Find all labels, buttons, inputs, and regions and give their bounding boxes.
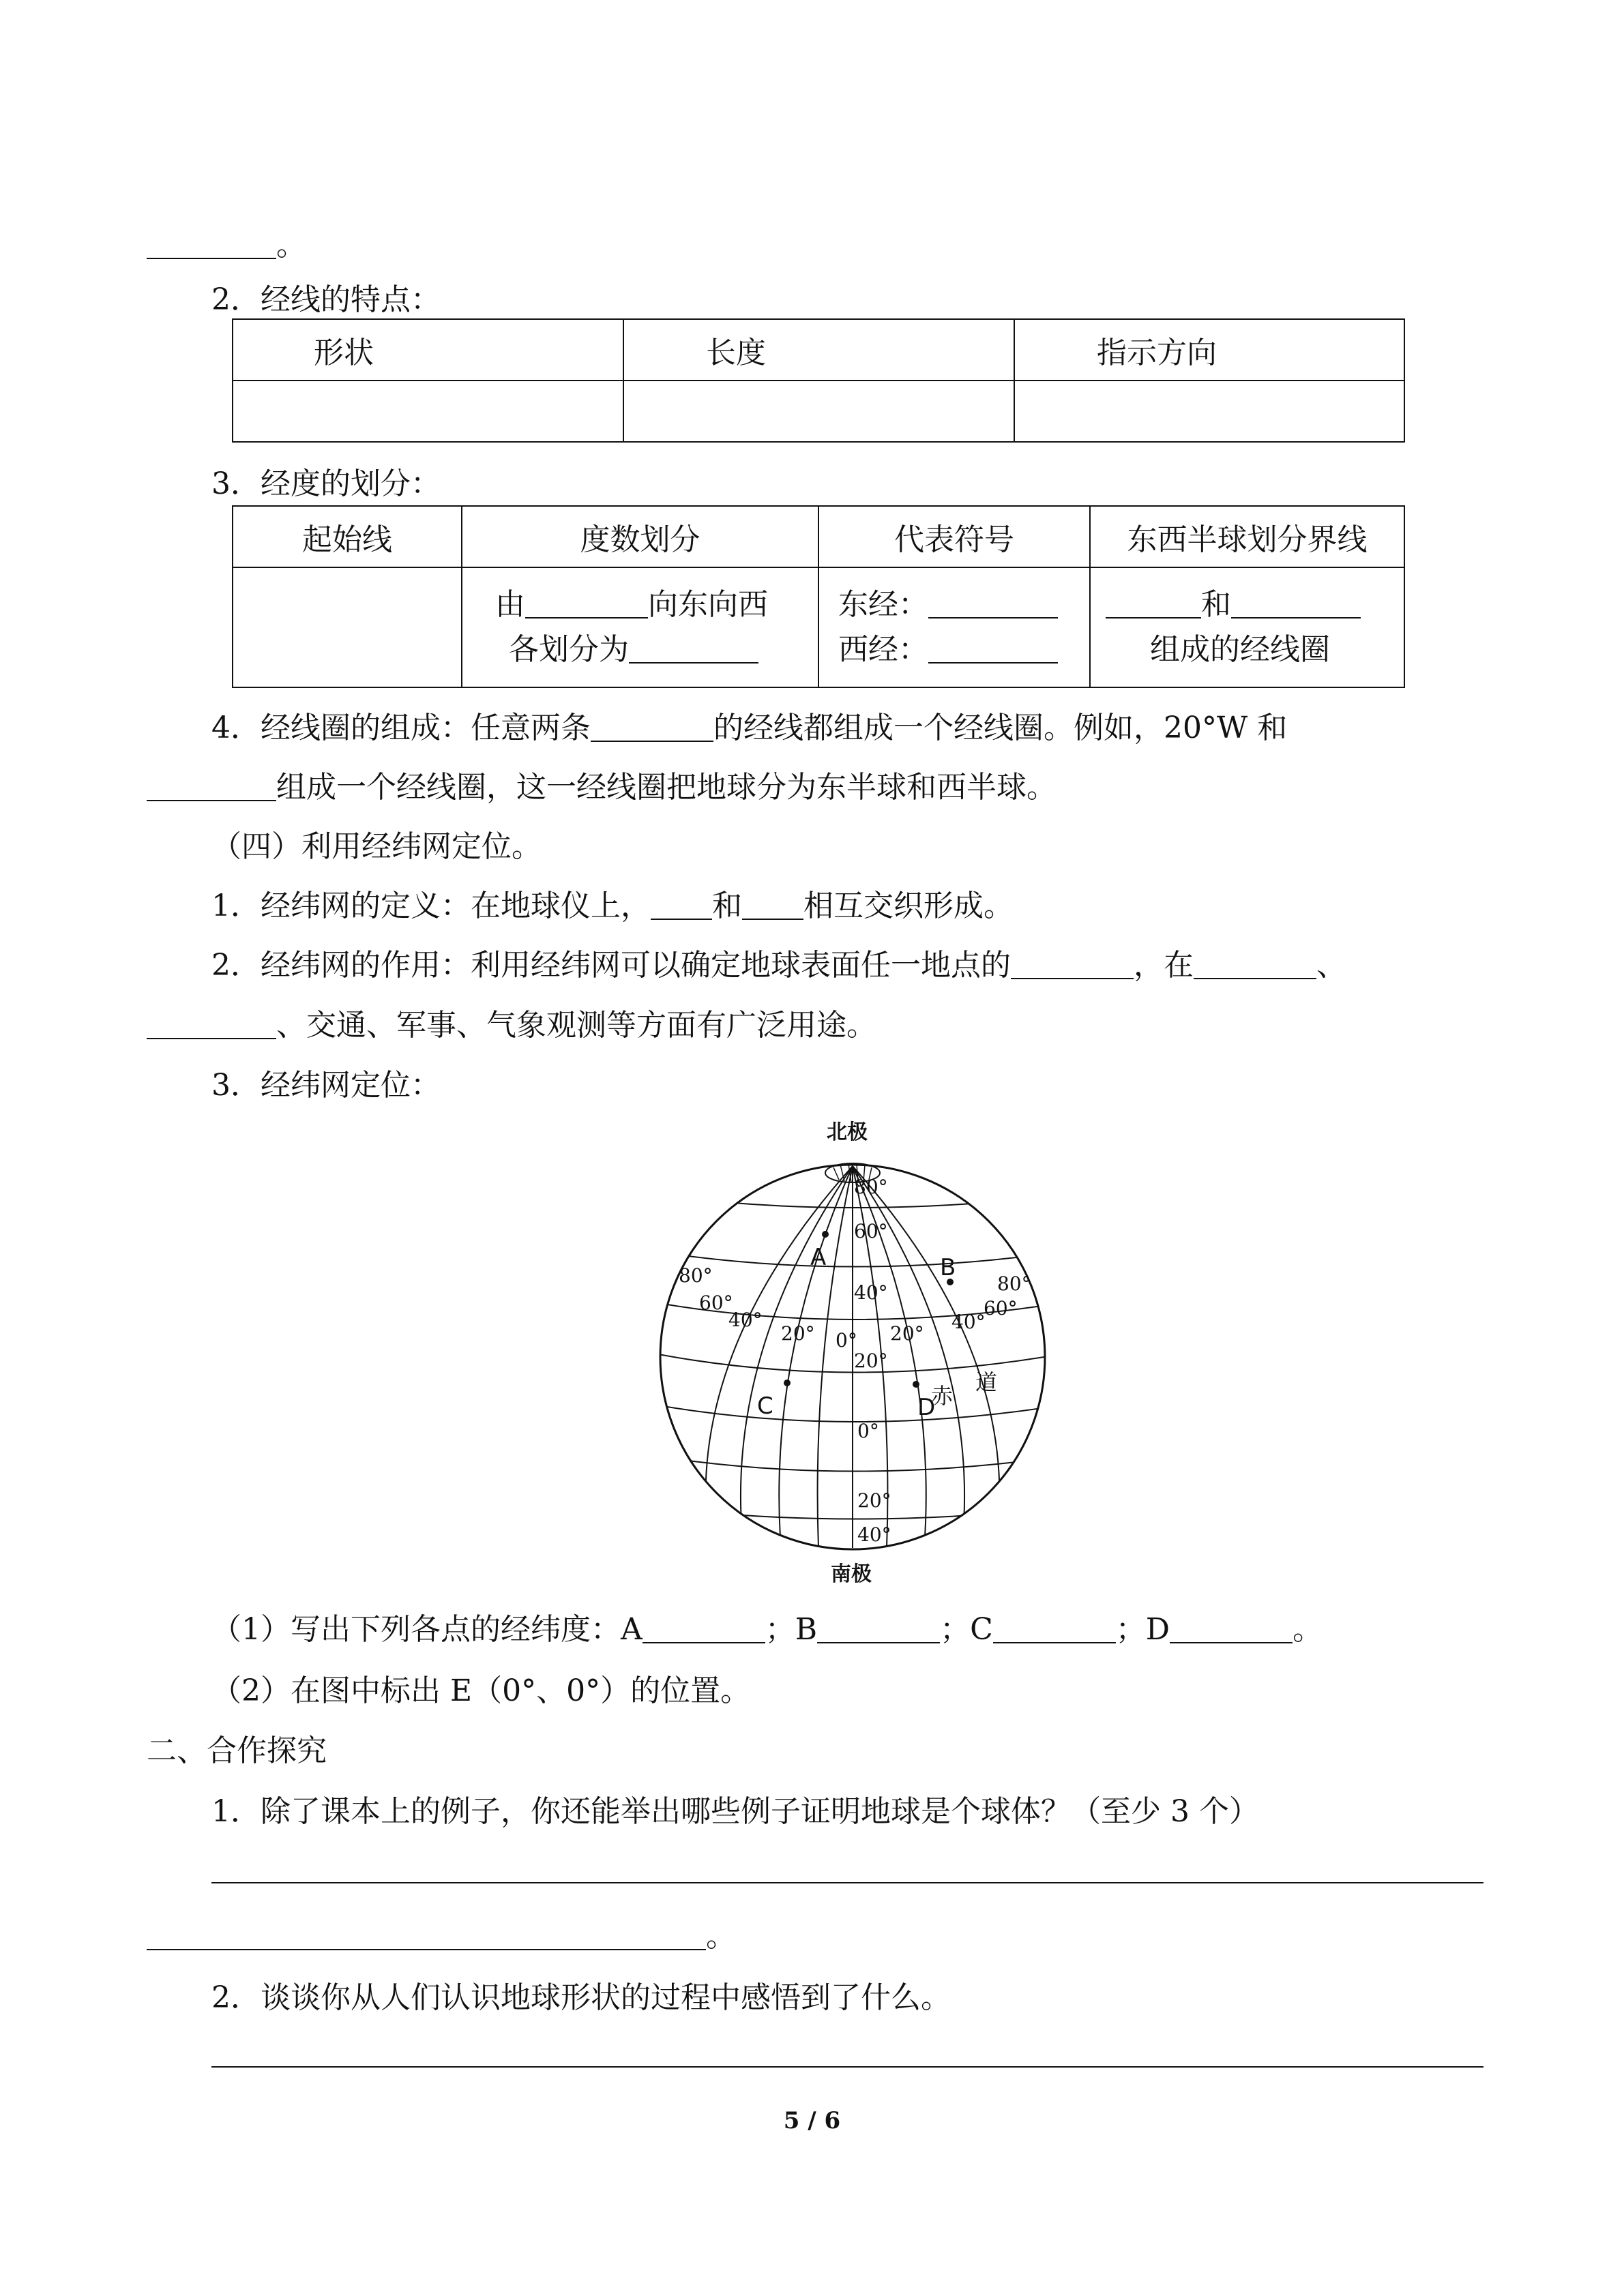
part2-q1-end: 。 (147, 1916, 736, 1957)
equator-label: 道 (975, 1369, 998, 1395)
meridian-line (818, 1166, 853, 1548)
answer-blank[interactable] (147, 1008, 276, 1039)
answer-blank[interactable] (928, 632, 1058, 664)
page-number: 5 / 6 (783, 2107, 841, 2134)
answer-blank[interactable] (525, 587, 648, 618)
answer-blank[interactable] (742, 889, 803, 920)
answer-blank[interactable] (993, 1612, 1116, 1643)
answer-blank[interactable] (147, 1919, 706, 1950)
answer-blank[interactable] (928, 587, 1058, 618)
item2-title: 2．经线的特点： (211, 282, 441, 317)
meridian-line (741, 1166, 853, 1548)
answer-blank[interactable] (1231, 587, 1361, 618)
part2-title: 二、合作探究 (147, 1733, 327, 1768)
answer-cell-length[interactable] (623, 381, 1014, 442)
answer-blank[interactable] (147, 228, 276, 259)
answer-blank[interactable] (1106, 587, 1201, 618)
header-shape: 形状 (233, 319, 623, 381)
header-start-line: 起始线 (233, 506, 462, 567)
answer-cell-start-line[interactable] (233, 567, 462, 687)
lon-label-east: 80° (997, 1272, 1031, 1295)
section4-q2: 2．经纬网的作用：利用经纬网可以确定地球表面任一地点的 ，在 、 (211, 948, 1346, 983)
lon-label-west: 60° (699, 1292, 733, 1314)
section4-q1: 1．经纬网的定义：在地球仪上， 和 相互交织形成。 (211, 889, 1014, 923)
lon-label-center: 0° (836, 1329, 857, 1352)
lon-label-east: 60° (984, 1297, 1018, 1320)
answer-cell-shape[interactable] (233, 381, 623, 442)
item4-line1: 4．经线圈的组成：任意两条 的经线都组成一个经线圈。例如，20°W 和 (211, 711, 1288, 745)
item3-title: 3．经度的划分： (211, 466, 441, 501)
lat-label: 0° (857, 1420, 879, 1442)
latitude-line-40s (655, 1456, 1064, 1472)
answer-line[interactable] (211, 2066, 1483, 2068)
answer-blank[interactable] (1194, 948, 1316, 979)
answer-blank[interactable] (1011, 948, 1134, 979)
part2-q2: 2．谈谈你从人们认识地球形状的过程中感悟到了什么。 (211, 1980, 951, 2015)
header-direction: 指示方向 (1014, 319, 1404, 381)
lon-label-east: 20° (890, 1322, 924, 1345)
header-hemisphere-boundary: 东西半球划分界线 (1090, 506, 1404, 567)
degree-division-cell: 由 向东向西 各划分为 (462, 567, 818, 687)
lat-label: 60° (854, 1220, 888, 1242)
prev-answer-line: 。 (147, 225, 306, 266)
lon-label-west: 40° (728, 1309, 763, 1331)
point-b-label: B (940, 1254, 956, 1281)
point-d-label: D (917, 1394, 936, 1421)
answer-blank[interactable] (643, 1612, 765, 1643)
latitude-line-40n (655, 1251, 1064, 1267)
south-pole-label: 南极 (831, 1562, 872, 1586)
header-length: 长度 (623, 319, 1014, 381)
graticule-globe-figure (655, 1112, 1064, 1589)
answer-line[interactable] (211, 1882, 1483, 1883)
longitude-division-table (232, 505, 1405, 688)
lat-label: 40° (854, 1281, 888, 1304)
item4-line2: 组成一个经线圈，这一经线圈把地球分为东半球和西半球。 (147, 767, 1057, 808)
point-d-marker (913, 1381, 919, 1388)
point-c-label: C (757, 1392, 773, 1420)
lon-label-east: 40° (951, 1311, 986, 1333)
section4-title: （四）利用经纬网定位。 (211, 829, 542, 864)
lon-label-west: 20° (781, 1322, 815, 1345)
boundary-cell: 和 组成的经线圈 (1090, 567, 1404, 687)
answer-blank[interactable] (147, 770, 276, 801)
point-a-label: A (810, 1244, 827, 1271)
answer-blank[interactable] (817, 1612, 940, 1643)
section4-q2-cont: 、交通、军事、气象观测等方面有广泛用途。 (147, 1005, 876, 1046)
header-symbol: 代表符号 (818, 506, 1090, 567)
lat-label: 20° (857, 1489, 891, 1512)
point-a-marker (822, 1231, 829, 1238)
lat-label: 20° (854, 1350, 888, 1372)
header-degree-division: 度数划分 (462, 506, 818, 567)
answer-blank[interactable] (591, 711, 713, 742)
equator-label: 赤 (931, 1383, 954, 1409)
part2-q1: 1．除了课本上的例子，你还能举出哪些例子证明地球是个球体？（至少 3 个） (211, 1794, 1259, 1829)
point-c-marker (784, 1380, 791, 1386)
meridian-features-table (232, 318, 1405, 443)
answer-blank[interactable] (651, 889, 712, 920)
north-pole-label: 北极 (827, 1120, 868, 1144)
answer-blank[interactable] (629, 632, 758, 664)
lon-label-west: 80° (679, 1264, 713, 1287)
section4-q3: 3．经纬网定位： (211, 1068, 441, 1103)
answer-blank[interactable] (1170, 1612, 1293, 1643)
symbol-cell: 东经： 西经： (818, 567, 1090, 687)
lat-label: 80° (854, 1176, 888, 1198)
lat-label: 40° (857, 1523, 891, 1546)
answer-cell-direction[interactable] (1014, 381, 1404, 442)
globe-question-2: （2）在图中标出 E（0°、0°）的位置。 (211, 1673, 751, 1708)
globe-question-1: （1）写出下列各点的经纬度：A ；B ；C ；D 。 (211, 1612, 1323, 1647)
